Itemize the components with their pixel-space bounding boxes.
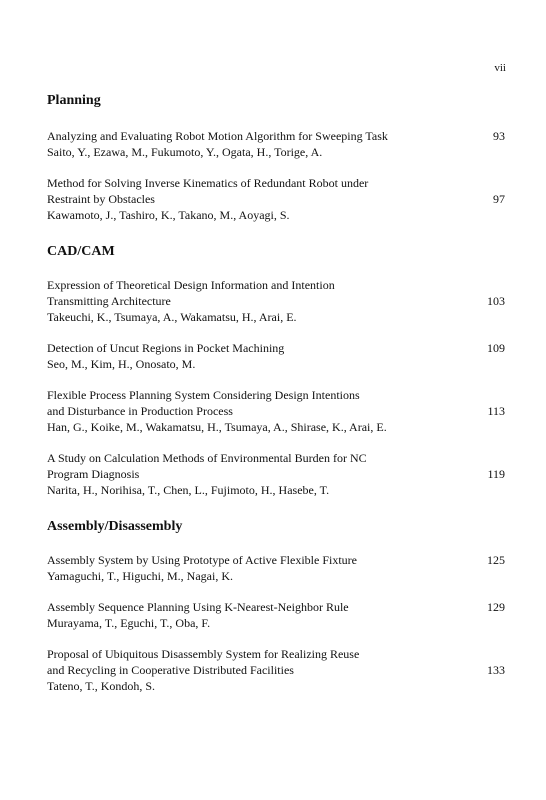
section-heading: CAD/CAM xyxy=(47,244,115,259)
entry-page-number: 125 xyxy=(487,553,505,567)
entry-page-number: 113 xyxy=(487,404,505,418)
entry-authors: Narita, H., Norihisa, T., Chen, L., Fujimoto, H., Hasebe, T. xyxy=(47,483,330,497)
toc-entry xyxy=(47,128,505,160)
toc-entry xyxy=(47,450,505,498)
entry-title: Assembly Sequence Planning Using K-Nearest-Neighbor Rule xyxy=(47,600,349,614)
page-number: vii xyxy=(494,62,506,74)
toc-entry xyxy=(47,599,505,631)
entry-page-number: 97 xyxy=(493,192,505,206)
entry-title-line xyxy=(47,128,505,144)
entry-title-line xyxy=(47,662,505,678)
entry-authors: Han, G., Koike, M., Wakamatsu, H., Tsumaya, A., Shirase, K., Arai, E. xyxy=(47,420,387,434)
toc-entry xyxy=(47,387,505,435)
entry-authors: Saito, Y., Ezawa, M., Fukumoto, Y., Ogata, H., Torige, A. xyxy=(47,145,323,159)
entry-title: Assembly System by Using Prototype of Active Flexible Fixture xyxy=(47,553,357,567)
entry-title: Expression of Theoretical Design Information and Intention xyxy=(47,278,335,292)
entry-title: Restraint by Obstacles xyxy=(47,192,155,206)
entry-title: Flexible Process Planning System Considering Design Intentions xyxy=(47,388,360,402)
toc-entry xyxy=(47,552,505,584)
entry-authors: Seo, M., Kim, H., Onosato, M. xyxy=(47,357,196,371)
entry-page-number: 103 xyxy=(487,294,505,308)
entry-title-line xyxy=(47,403,505,419)
entry-title-line xyxy=(47,175,505,191)
toc-entry xyxy=(47,646,505,694)
entry-title: and Disturbance in Production Process xyxy=(47,404,233,418)
section-heading: Planning xyxy=(47,93,101,108)
entry-title-line xyxy=(47,599,505,615)
section-heading: Assembly/Disassembly xyxy=(47,519,183,534)
toc-entry xyxy=(47,277,505,325)
table-of-contents xyxy=(47,92,505,714)
entry-authors: Tateno, T., Kondoh, S. xyxy=(47,679,156,693)
entry-title: Method for Solving Inverse Kinematics of Redundant Robot under xyxy=(47,176,369,190)
entry-title: Proposal of Ubiquitous Disassembly System for Realizing Reuse xyxy=(47,647,360,661)
entry-title-line xyxy=(47,293,505,309)
entry-authors: Yamaguchi, T., Higuchi, M., Nagai, K. xyxy=(47,569,233,583)
entry-page-number: 93 xyxy=(493,129,505,143)
entry-title: Analyzing and Evaluating Robot Motion Algorithm for Sweeping Task xyxy=(47,129,388,143)
entry-title-line xyxy=(47,340,505,356)
entry-page-number: 109 xyxy=(487,341,505,355)
entry-authors: Kawamoto, J., Tashiro, K., Takano, M., Aoyagi, S. xyxy=(47,208,290,222)
entry-title: A Study on Calculation Methods of Environmental Burden for NC xyxy=(47,451,367,465)
entry-page-number: 119 xyxy=(487,467,505,481)
entry-title-line xyxy=(47,466,505,482)
entry-title-line xyxy=(47,387,505,403)
entry-authors: Murayama, T., Eguchi, T., Oba, F. xyxy=(47,616,211,630)
entry-title: Program Diagnosis xyxy=(47,467,140,481)
toc-section xyxy=(47,92,505,223)
entry-title-line xyxy=(47,552,505,568)
entry-page-number: 129 xyxy=(487,600,505,614)
entry-title-line xyxy=(47,191,505,207)
toc-entry xyxy=(47,340,505,372)
entry-title: and Recycling in Cooperative Distributed Facilities xyxy=(47,663,294,677)
entry-title-line xyxy=(47,277,505,293)
toc-section xyxy=(47,243,505,498)
entry-title: Transmitting Architecture xyxy=(47,294,171,308)
entry-title-line xyxy=(47,450,505,466)
entry-title: Detection of Uncut Regions in Pocket Machining xyxy=(47,341,285,355)
entry-page-number: 133 xyxy=(487,663,505,677)
toc-entry xyxy=(47,175,505,223)
entry-title-line xyxy=(47,646,505,662)
toc-section xyxy=(47,518,505,694)
entry-authors: Takeuchi, K., Tsumaya, A., Wakamatsu, H., Arai, E. xyxy=(47,310,297,324)
